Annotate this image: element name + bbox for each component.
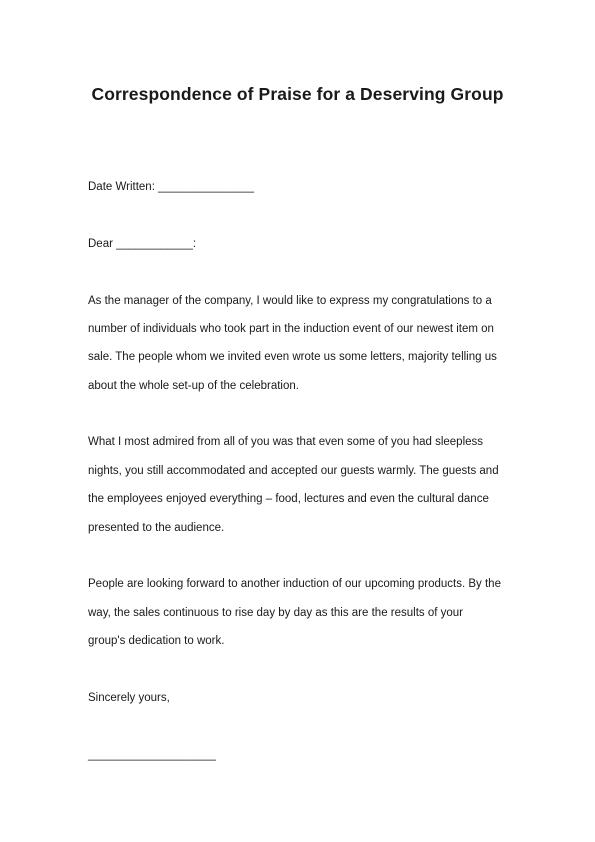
paragraph-line: the employees enjoyed everything – food, lectures and even the cultural dance bbox=[88, 493, 489, 505]
salutation: Dear ____________: bbox=[88, 238, 197, 250]
paragraph-line: about the whole set-up of the celebration. bbox=[88, 380, 299, 392]
paragraph-line: nights, you still accommodated and accepted our guests warmly. The guests and bbox=[88, 465, 499, 477]
paragraph-line: number of individuals who took part in the induction event of our newest item on bbox=[88, 323, 494, 335]
date-line: Date Written: _______________ bbox=[88, 181, 255, 193]
paragraph-line: presented to the audience. bbox=[88, 522, 225, 534]
paragraph-line: way, the sales continuous to rise day by day as this are the results of your bbox=[88, 607, 464, 619]
paragraph-line: What I most admired from all of you was that even some of you had sleepless bbox=[88, 436, 484, 448]
signature-line: ____________________ bbox=[88, 749, 216, 761]
letter-title: Correspondence of Praise for a Deserving Group bbox=[91, 84, 504, 104]
paragraph-line: group's dedication to work. bbox=[88, 635, 225, 647]
paragraph-line: People are looking forward to another induction of our upcoming products. By the bbox=[88, 578, 501, 590]
closing: Sincerely yours, bbox=[88, 692, 170, 704]
paragraph-line: sale. The people whom we invited even wrote us some letters, majority telling us bbox=[88, 351, 497, 363]
paragraph-line: As the manager of the company, I would like to express my congratulations to a bbox=[88, 295, 492, 307]
